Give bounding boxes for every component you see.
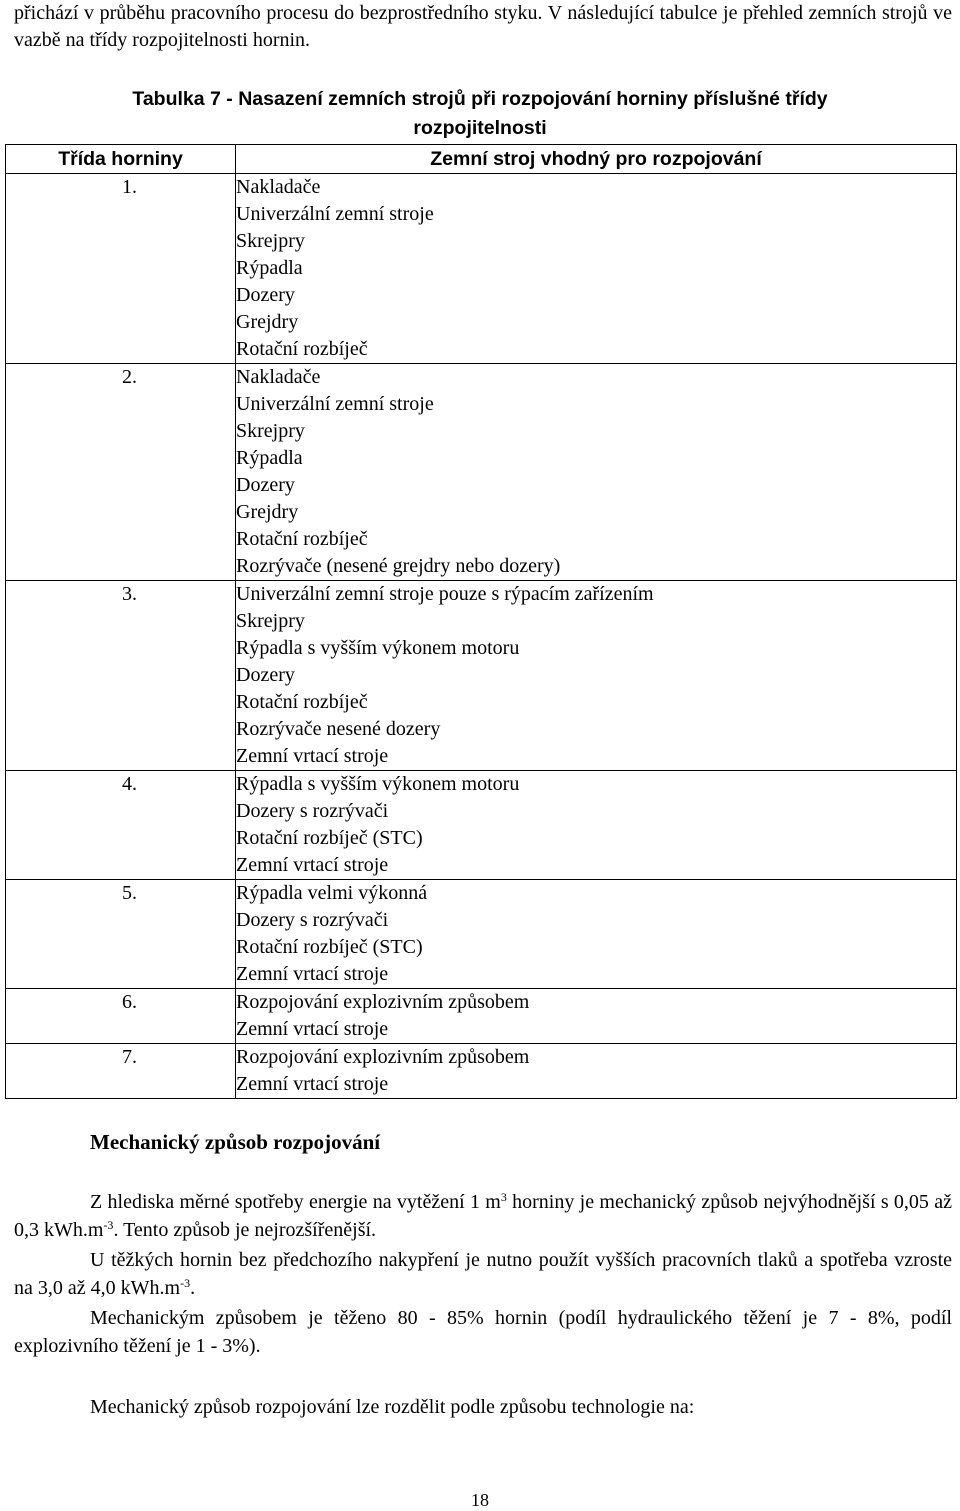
machine-item: Univerzální zemní stroje (236, 203, 434, 225)
machines-cell (236, 880, 957, 989)
machine-item: Dozery (236, 664, 295, 686)
machine-item: Rotační rozbíječ (STC) (236, 936, 423, 958)
machine-item: Rýpadla (236, 447, 303, 469)
paragraph-energy-text-b: horniny je mechanický způsob nejvýhodnější s 0,05 až 0,3 kWh.m (14, 1191, 952, 1241)
rock-class-number: 6. (122, 991, 137, 1013)
machines-cell (236, 1044, 957, 1099)
rock-class-cell (6, 1044, 236, 1099)
rock-class-cell (6, 880, 236, 989)
machine-item: Rotační rozbíječ (236, 528, 368, 550)
intro-paragraph: přichází v průběhu pracovního procesu do bezprostředního styku. V následující tabulce je přehled zemních strojů ve vazbě na třídy rozpojitelnosti hornin. (14, 2, 952, 51)
machine-item: Rýpadla (236, 257, 303, 279)
machine-item: Rozrývače (nesené grejdry nebo dozery) (236, 555, 561, 577)
rock-class-cell (6, 174, 236, 364)
rock-class-number: 2. (122, 366, 137, 388)
machines-cell (236, 989, 957, 1044)
paragraph-technology: Mechanický způsob rozpojování lze rozdělit podle způsobu technologie na: (90, 1396, 695, 1418)
machines-cell (236, 771, 957, 880)
machine-item: Skrejpry (236, 230, 305, 252)
superscript-minus-three: -3 (103, 1218, 114, 1232)
machine-item: Zemní vrtací stroje (236, 745, 389, 767)
table-row (6, 1044, 957, 1099)
header-rock-class: Třída horniny (6, 145, 236, 174)
machine-item: Grejdry (236, 501, 299, 523)
section-heading: Mechanický způsob rozpojování (90, 1130, 381, 1154)
rock-class-number: 1. (122, 176, 137, 198)
table-body (6, 174, 957, 1099)
rock-class-cell (6, 581, 236, 771)
rock-class-number: 3. (122, 583, 137, 605)
header-machine: Zemní stroj vhodný pro rozpojování (236, 145, 957, 174)
paragraph-energy-text-c: . Tento způsob je nejrozšířenější. (113, 1219, 377, 1241)
table-row (6, 581, 957, 771)
machine-item: Nakladače (236, 176, 321, 198)
paragraph-heavy-rocks-text-a: U těžkých hornin bez předchozího nakypření je nutno použít vyšších pracovních tlaků a spotřeba vzroste na 3,0 až 4,0 kWh.m (14, 1249, 952, 1299)
rock-class-number: 5. (122, 882, 137, 904)
table-header-row (6, 145, 957, 174)
machine-item: Univerzální zemní stroje (236, 393, 434, 415)
table-row (6, 174, 957, 364)
table-row (6, 880, 957, 989)
machine-item: Rotační rozbíječ (236, 338, 368, 360)
machines-cell (236, 581, 957, 771)
rock-class-cell (6, 364, 236, 581)
paragraph-heavy-rocks (14, 1246, 952, 1302)
superscript-minus-three: -3 (180, 1276, 191, 1290)
paragraph-energy (14, 1188, 952, 1244)
machine-item: Rozpojování explozivním způsobem (236, 1046, 530, 1068)
machine-item: Grejdry (236, 311, 299, 333)
table-row (6, 771, 957, 880)
paragraph-share (14, 1304, 952, 1360)
machine-item: Nakladače (236, 366, 321, 388)
machines-table (5, 144, 957, 1099)
rock-class-cell (6, 771, 236, 880)
paragraph-share-text: Mechanickým způsobem je těženo 80 - 85% hornin (podíl hydraulického těžení je 7 - 8%, podíl explozivního těžení je 1 - 3%). (14, 1307, 952, 1357)
machine-item: Zemní vrtací stroje (236, 1018, 389, 1040)
machine-item: Rýpadla s vyšším výkonem motoru (236, 773, 520, 795)
paragraph-heavy-rocks-text-b: . (190, 1277, 196, 1299)
machine-item: Dozery s rozrývači (236, 909, 389, 931)
machine-item: Rýpadla velmi výkonná (236, 882, 428, 904)
machine-item: Skrejpry (236, 610, 305, 632)
machines-cell (236, 174, 957, 364)
machine-item: Rozpojování explozivním způsobem (236, 991, 530, 1013)
machine-item: Zemní vrtací stroje (236, 963, 389, 985)
machine-item: Zemní vrtací stroje (236, 1073, 389, 1095)
table-caption-line1: Tabulka 7 - Nasazení zemních strojů při rozpojování horniny příslušné třídy (132, 88, 828, 110)
rock-class-number: 7. (122, 1046, 137, 1068)
machines-cell (236, 364, 957, 581)
superscript-cubic: 3 (500, 1190, 507, 1204)
machine-item: Dozery (236, 284, 295, 306)
page-number: 18 (471, 1490, 489, 1510)
table-row (6, 364, 957, 581)
rock-class-cell (6, 989, 236, 1044)
rock-class-number: 4. (122, 773, 137, 795)
machine-item: Univerzální zemní stroje pouze s rýpacím zařízením (236, 583, 654, 605)
machine-item: Zemní vrtací stroje (236, 854, 389, 876)
paragraph-energy-text-a: Z hlediska měrné spotřeby energie na vytěžení 1 m (90, 1191, 501, 1213)
machine-item: Rotační rozbíječ (236, 691, 368, 713)
machine-item: Skrejpry (236, 420, 305, 442)
machine-item: Rýpadla s vyšším výkonem motoru (236, 637, 520, 659)
machine-item: Rotační rozbíječ (STC) (236, 827, 423, 849)
table-caption-line2: rozpojitelnosti (413, 117, 547, 139)
machine-item: Dozery s rozrývači (236, 800, 389, 822)
machine-item: Rozrývače nesené dozery (236, 718, 441, 740)
table-row (6, 989, 957, 1044)
machine-item: Dozery (236, 474, 295, 496)
